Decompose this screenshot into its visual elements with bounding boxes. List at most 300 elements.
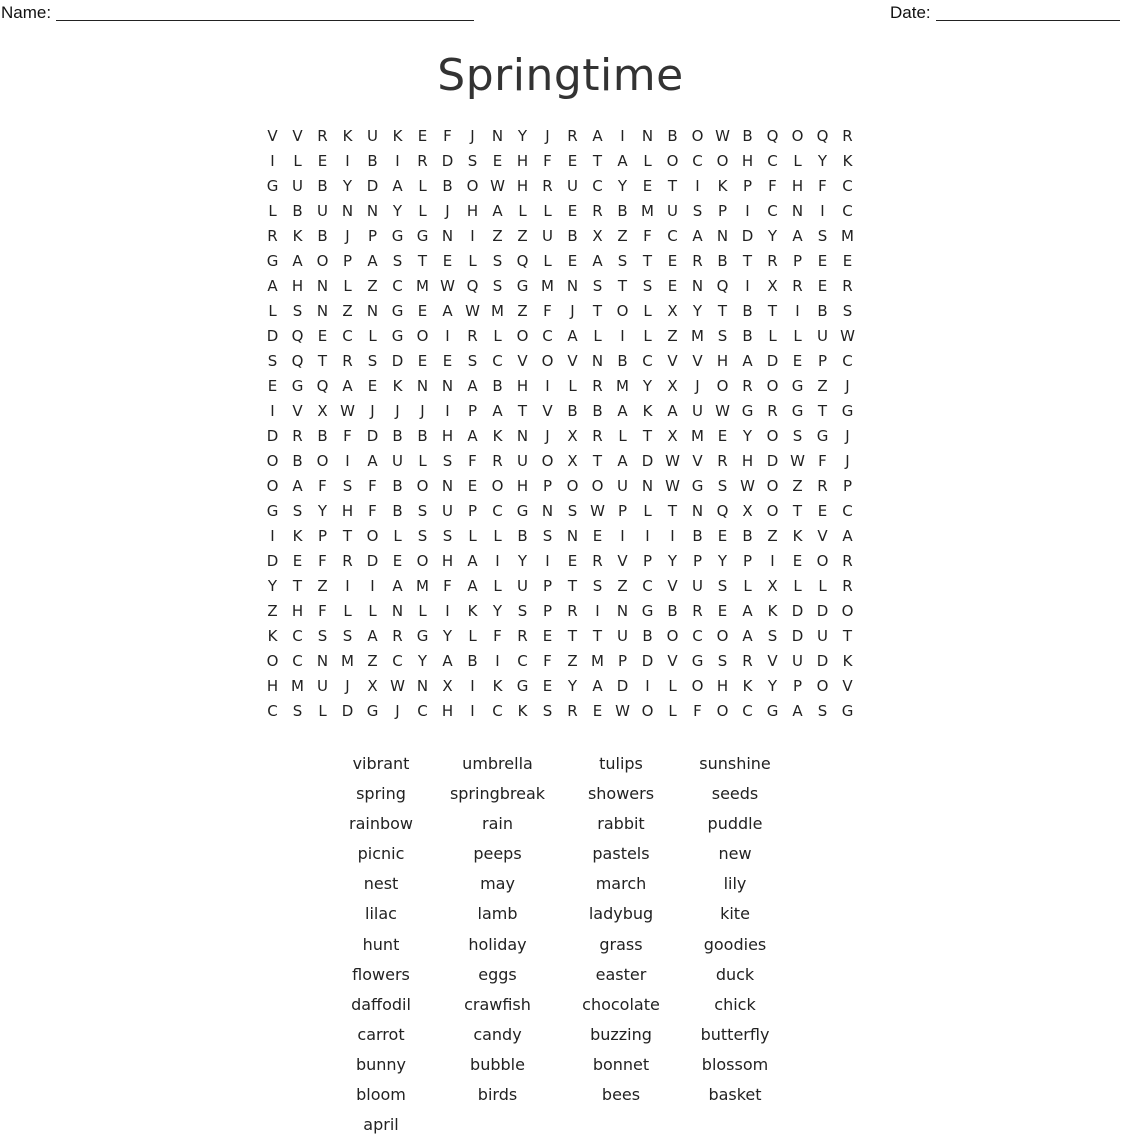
grid-cell: S xyxy=(542,527,553,545)
grid-cell: V xyxy=(292,402,303,420)
grid-cell: Q xyxy=(716,502,729,520)
grid-cell: R xyxy=(742,652,753,670)
grid-cell: S xyxy=(442,527,453,545)
grid-cell: F xyxy=(318,477,327,495)
grid-cell: J xyxy=(345,677,350,695)
grid-cell: C xyxy=(267,702,278,720)
word-list-item: vibrant xyxy=(352,754,410,773)
grid-cell: E xyxy=(667,252,678,270)
grid-cell: P xyxy=(792,252,803,270)
grid-cell: L xyxy=(468,527,477,545)
grid-cell: T xyxy=(292,577,303,595)
grid-cell: X xyxy=(767,577,778,595)
grid-cell: I xyxy=(745,277,750,295)
grid-cell: R xyxy=(342,352,353,370)
grid-cell: C xyxy=(492,502,503,520)
grid-cell: N xyxy=(691,502,704,520)
grid-cell: A xyxy=(492,202,503,220)
name-line[interactable] xyxy=(56,4,474,21)
grid-cell: W xyxy=(490,177,505,195)
grid-cell: P xyxy=(742,552,753,570)
word-list-item: lamb xyxy=(477,904,518,924)
grid-cell: W xyxy=(790,452,805,470)
grid-cell: U xyxy=(442,502,453,520)
grid-cell: E xyxy=(792,552,803,570)
grid-cell: P xyxy=(792,677,803,695)
grid-cell: C xyxy=(767,202,778,220)
grid-cell: T xyxy=(592,452,603,470)
word-list-item: bunny xyxy=(355,1054,407,1074)
grid-cell: L xyxy=(493,577,502,595)
grid-cell: O xyxy=(416,477,429,495)
grid-cell: W xyxy=(390,677,405,695)
grid-cell: B xyxy=(742,527,753,545)
grid-cell: A xyxy=(667,402,678,420)
grid-cell: D xyxy=(641,652,654,670)
grid-cell: N xyxy=(791,202,804,220)
grid-cell: A xyxy=(592,252,603,270)
grid-cell: U xyxy=(692,402,703,420)
grid-cell: S xyxy=(467,152,478,170)
grid-cell: E xyxy=(792,352,803,370)
date-line[interactable] xyxy=(936,4,1120,21)
grid-cell: B xyxy=(667,127,678,145)
grid-cell: C xyxy=(842,352,853,370)
grid-cell: X xyxy=(567,452,578,470)
grid-cell: S xyxy=(592,277,603,295)
grid-cell: O xyxy=(841,602,854,620)
grid-cell: N xyxy=(316,277,329,295)
word-list-item: daffodil xyxy=(351,994,411,1014)
grid-cell: I xyxy=(495,552,500,570)
grid-cell: Z xyxy=(617,577,628,595)
grid-cell: B xyxy=(617,202,628,220)
grid-cell: I xyxy=(545,377,550,395)
grid-cell: P xyxy=(717,202,728,220)
grid-cell: F xyxy=(468,452,477,470)
grid-cell: A xyxy=(742,602,753,620)
name-field[interactable] xyxy=(1,3,474,23)
grid-cell: N xyxy=(366,202,379,220)
grid-cell: A xyxy=(842,527,853,545)
word-list-item: new xyxy=(718,844,752,864)
grid-cell: K xyxy=(742,677,753,695)
grid-cell: Y xyxy=(392,202,403,220)
grid-cell: Y xyxy=(717,552,728,570)
grid-cell: L xyxy=(743,577,752,595)
grid-cell: P xyxy=(467,402,478,420)
grid-cell: N xyxy=(516,427,529,445)
grid-cell: L xyxy=(518,202,527,220)
grid-cell: R xyxy=(842,277,853,295)
grid-cell: U xyxy=(317,202,328,220)
grid-cell: G xyxy=(641,602,654,620)
grid-cell: S xyxy=(292,302,303,320)
grid-cell: R xyxy=(592,202,603,220)
grid-cell: A xyxy=(467,577,478,595)
grid-cell: F xyxy=(768,177,777,195)
grid-cell: S xyxy=(592,577,603,595)
grid-cell: O xyxy=(591,477,604,495)
grid-cell: I xyxy=(695,177,700,195)
grid-cell: L xyxy=(593,327,602,345)
grid-cell: D xyxy=(266,427,279,445)
grid-cell: S xyxy=(492,277,503,295)
grid-cell: A xyxy=(592,127,603,145)
grid-cell: L xyxy=(643,152,652,170)
grid-cell: K xyxy=(392,377,403,395)
grid-cell: W xyxy=(840,327,855,345)
grid-cell: B xyxy=(692,527,703,545)
grid-cell: R xyxy=(842,552,853,570)
grid-cell: H xyxy=(266,677,279,695)
grid-cell: K xyxy=(292,227,303,245)
grid-cell: S xyxy=(692,202,703,220)
grid-cell: L xyxy=(393,527,402,545)
grid-cell: Q xyxy=(516,252,529,270)
grid-cell: I xyxy=(495,652,500,670)
grid-cell: Y xyxy=(692,302,703,320)
grid-cell: R xyxy=(767,402,778,420)
grid-cell: A xyxy=(592,677,603,695)
grid-cell: O xyxy=(316,252,329,270)
grid-cell: G xyxy=(691,652,704,670)
grid-cell: J xyxy=(545,427,550,445)
grid-cell: Y xyxy=(617,177,628,195)
word-list-item: duck xyxy=(715,964,755,984)
grid-cell: K xyxy=(467,602,478,620)
grid-cell: R xyxy=(567,702,578,720)
grid-cell: P xyxy=(692,552,703,570)
grid-cell: P xyxy=(617,652,628,670)
grid-cell: O xyxy=(691,127,704,145)
grid-cell: I xyxy=(345,577,350,595)
grid-cell: S xyxy=(467,352,478,370)
grid-cell: I xyxy=(620,127,625,145)
grid-cell: L xyxy=(368,602,377,620)
grid-cell: O xyxy=(266,652,279,670)
grid-cell: C xyxy=(842,202,853,220)
grid-cell: S xyxy=(517,602,528,620)
grid-cell: C xyxy=(667,227,678,245)
grid-cell: K xyxy=(392,127,403,145)
grid-cell: L xyxy=(468,252,477,270)
grid-cell: C xyxy=(542,327,553,345)
grid-cell: N xyxy=(416,377,429,395)
grid-cell: K xyxy=(342,127,353,145)
grid-cell: G xyxy=(291,377,304,395)
grid-cell: L xyxy=(318,702,327,720)
grid-cell: J xyxy=(395,702,400,720)
grid-cell: Z xyxy=(767,527,778,545)
grid-cell: I xyxy=(395,152,400,170)
page-title: Springtime xyxy=(437,50,684,101)
grid-cell: N xyxy=(691,277,704,295)
grid-cell: I xyxy=(670,527,675,545)
grid-cell: C xyxy=(342,327,353,345)
word-list-item: springbreak xyxy=(449,784,546,804)
grid-cell: T xyxy=(667,177,678,195)
grid-cell: P xyxy=(742,177,753,195)
grid-cell: V xyxy=(667,352,678,370)
grid-cell: W xyxy=(590,502,605,520)
grid-cell: N xyxy=(366,302,379,320)
grid-cell: J xyxy=(345,227,350,245)
grid-cell: X xyxy=(667,427,678,445)
word-list-item: holiday xyxy=(468,934,527,954)
word-list-item: spring xyxy=(356,784,406,804)
grid-cell: B xyxy=(417,427,428,445)
grid-cell: O xyxy=(316,452,329,470)
grid-cell: K xyxy=(492,427,503,445)
grid-cell: G xyxy=(266,252,279,270)
grid-cell: O xyxy=(541,452,554,470)
grid-cell: A xyxy=(367,252,378,270)
grid-cell: D xyxy=(766,352,779,370)
grid-cell: B xyxy=(367,152,378,170)
grid-cell: R xyxy=(292,427,303,445)
grid-cell: G xyxy=(516,277,529,295)
grid-cell: O xyxy=(716,152,729,170)
grid-cell: L xyxy=(268,202,277,220)
grid-cell: F xyxy=(693,702,702,720)
grid-cell: R xyxy=(792,277,803,295)
grid-cell: O xyxy=(666,152,679,170)
word-list-item: rainbow xyxy=(349,814,413,834)
grid-cell: K xyxy=(642,402,653,420)
grid-cell: Y xyxy=(817,152,828,170)
grid-cell: W xyxy=(440,277,455,295)
grid-cell: E xyxy=(642,177,653,195)
grid-cell: E xyxy=(567,252,578,270)
grid-cell: O xyxy=(766,427,779,445)
grid-cell: I xyxy=(370,577,375,595)
word-list-item: easter xyxy=(595,964,647,984)
grid-cell: S xyxy=(567,502,578,520)
grid-cell: N xyxy=(441,377,454,395)
grid-cell: I xyxy=(645,677,650,695)
grid-cell: L xyxy=(768,327,777,345)
grid-cell: C xyxy=(692,627,703,645)
grid-cell: C xyxy=(292,652,303,670)
grid-cell: T xyxy=(592,302,603,320)
grid-cell: I xyxy=(470,677,475,695)
grid-cell: V xyxy=(692,452,703,470)
grid-cell: H xyxy=(441,702,454,720)
grid-cell: F xyxy=(543,302,552,320)
grid-cell: E xyxy=(717,527,728,545)
grid-cell: F xyxy=(818,452,827,470)
grid-cell: A xyxy=(692,227,703,245)
grid-cell: C xyxy=(692,152,703,170)
grid-cell: O xyxy=(516,327,529,345)
grid-cell: O xyxy=(416,552,429,570)
word-list-item: seeds xyxy=(711,784,759,804)
grid-cell: A xyxy=(617,402,628,420)
grid-cell: L xyxy=(793,577,802,595)
grid-cell: S xyxy=(542,702,553,720)
grid-cell: A xyxy=(742,627,753,645)
grid-cell: Z xyxy=(517,302,528,320)
grid-cell: Z xyxy=(817,377,828,395)
grid-cell: B xyxy=(292,452,303,470)
grid-cell: T xyxy=(592,627,603,645)
grid-cell: B xyxy=(742,302,753,320)
word-list-item: basket xyxy=(708,1085,762,1105)
grid-cell: G xyxy=(391,227,404,245)
grid-cell: E xyxy=(817,252,828,270)
grid-cell: G xyxy=(791,377,804,395)
grid-cell: L xyxy=(818,577,827,595)
puzzle-grid xyxy=(260,124,860,724)
grid-cell: H xyxy=(466,202,479,220)
grid-cell: W xyxy=(665,477,680,495)
word-list-item: bubble xyxy=(470,1054,525,1074)
grid-cell: A xyxy=(467,377,478,395)
grid-cell: U xyxy=(667,202,678,220)
grid-cell: W xyxy=(665,452,680,470)
grid-cell: Y xyxy=(417,652,428,670)
word-list-item: pastels xyxy=(592,844,650,864)
grid-cell: E xyxy=(292,552,303,570)
grid-cell: G xyxy=(391,302,404,320)
grid-cell: J xyxy=(545,127,550,145)
grid-cell: O xyxy=(566,477,579,495)
grid-cell: C xyxy=(392,652,403,670)
grid-cell: P xyxy=(617,502,628,520)
grid-cell: Z xyxy=(367,652,378,670)
grid-cell: L xyxy=(643,502,652,520)
grid-cell: B xyxy=(317,177,328,195)
word-list-item: sunshine xyxy=(699,754,771,773)
grid-cell: R xyxy=(392,627,403,645)
grid-cell: E xyxy=(667,277,678,295)
grid-cell: J xyxy=(420,402,425,420)
grid-cell: T xyxy=(792,502,803,520)
grid-cell: S xyxy=(342,627,353,645)
word-list-item: picnic xyxy=(357,844,405,864)
grid-cell: D xyxy=(816,652,829,670)
grid-cell: A xyxy=(367,452,378,470)
grid-cell: S xyxy=(367,352,378,370)
grid-cell: V xyxy=(292,127,303,145)
grid-cell: Z xyxy=(617,227,628,245)
grid-cell: F xyxy=(368,502,377,520)
grid-cell: B xyxy=(742,127,753,145)
grid-cell: N xyxy=(591,352,604,370)
grid-cell: Y xyxy=(517,552,528,570)
grid-cell: L xyxy=(293,152,302,170)
grid-cell: P xyxy=(317,527,328,545)
grid-cell: B xyxy=(567,402,578,420)
grid-cell: X xyxy=(667,377,678,395)
grid-cell: N xyxy=(341,202,354,220)
grid-cell: C xyxy=(742,702,753,720)
grid-cell: O xyxy=(716,377,729,395)
date-field[interactable] xyxy=(890,3,1120,23)
grid-cell: S xyxy=(292,502,303,520)
grid-cell: H xyxy=(291,602,304,620)
grid-cell: D xyxy=(791,602,804,620)
grid-cell: Z xyxy=(492,227,503,245)
grid-cell: L xyxy=(268,302,277,320)
grid-cell: D xyxy=(266,552,279,570)
grid-cell: D xyxy=(341,702,354,720)
grid-cell: A xyxy=(792,227,803,245)
grid-cell: I xyxy=(345,152,350,170)
grid-cell: Y xyxy=(742,427,753,445)
grid-cell: A xyxy=(267,277,278,295)
grid-cell: I xyxy=(795,302,800,320)
grid-cell: B xyxy=(517,527,528,545)
grid-cell: T xyxy=(742,252,753,270)
grid-cell: L xyxy=(418,452,427,470)
grid-cell: S xyxy=(417,502,428,520)
grid-cell: I xyxy=(270,527,275,545)
grid-cell: Y xyxy=(267,577,278,595)
grid-cell: B xyxy=(492,377,503,395)
grid-cell: B xyxy=(567,227,578,245)
grid-cell: U xyxy=(317,677,328,695)
grid-cell: R xyxy=(592,552,603,570)
grid-cell: C xyxy=(842,177,853,195)
grid-cell: G xyxy=(816,427,829,445)
word-list-item: nest xyxy=(363,874,399,894)
grid-cell: E xyxy=(717,602,728,620)
word-list-item: puddle xyxy=(707,814,763,834)
grid-cell: N xyxy=(316,652,329,670)
grid-cell: H xyxy=(791,177,804,195)
grid-cell: L xyxy=(493,527,502,545)
grid-cell: A xyxy=(617,452,628,470)
grid-cell: O xyxy=(716,627,729,645)
grid-cell: E xyxy=(467,477,478,495)
word-list-item: may xyxy=(480,874,515,894)
grid-cell: R xyxy=(467,327,478,345)
grid-cell: A xyxy=(617,152,628,170)
grid-cell: E xyxy=(267,377,278,395)
grid-cell: N xyxy=(416,677,429,695)
grid-cell: Z xyxy=(667,327,678,345)
grid-cell: H xyxy=(516,177,529,195)
grid-cell: S xyxy=(717,477,728,495)
grid-cell: K xyxy=(492,677,503,695)
grid-cell: T xyxy=(667,502,678,520)
grid-cell: A xyxy=(292,477,303,495)
grid-cell: G xyxy=(366,702,379,720)
grid-cell: A xyxy=(792,702,803,720)
grid-cell: V xyxy=(617,552,628,570)
grid-cell: S xyxy=(417,527,428,545)
grid-cell: V xyxy=(567,352,578,370)
word-list-item: lily xyxy=(723,874,747,894)
grid-cell: J xyxy=(845,427,850,445)
grid-cell: P xyxy=(842,477,853,495)
grid-cell: T xyxy=(317,352,328,370)
grid-cell: O xyxy=(691,677,704,695)
grid-cell: T xyxy=(567,577,578,595)
grid-cell: K xyxy=(292,527,303,545)
word-bank xyxy=(322,749,783,1140)
grid-cell: O xyxy=(266,452,279,470)
grid-cell: U xyxy=(692,577,703,595)
grid-cell: O xyxy=(366,527,379,545)
grid-cell: I xyxy=(445,327,450,345)
grid-cell: S xyxy=(492,252,503,270)
grid-cell: O xyxy=(816,552,829,570)
grid-cell: P xyxy=(817,352,828,370)
grid-cell: C xyxy=(392,277,403,295)
